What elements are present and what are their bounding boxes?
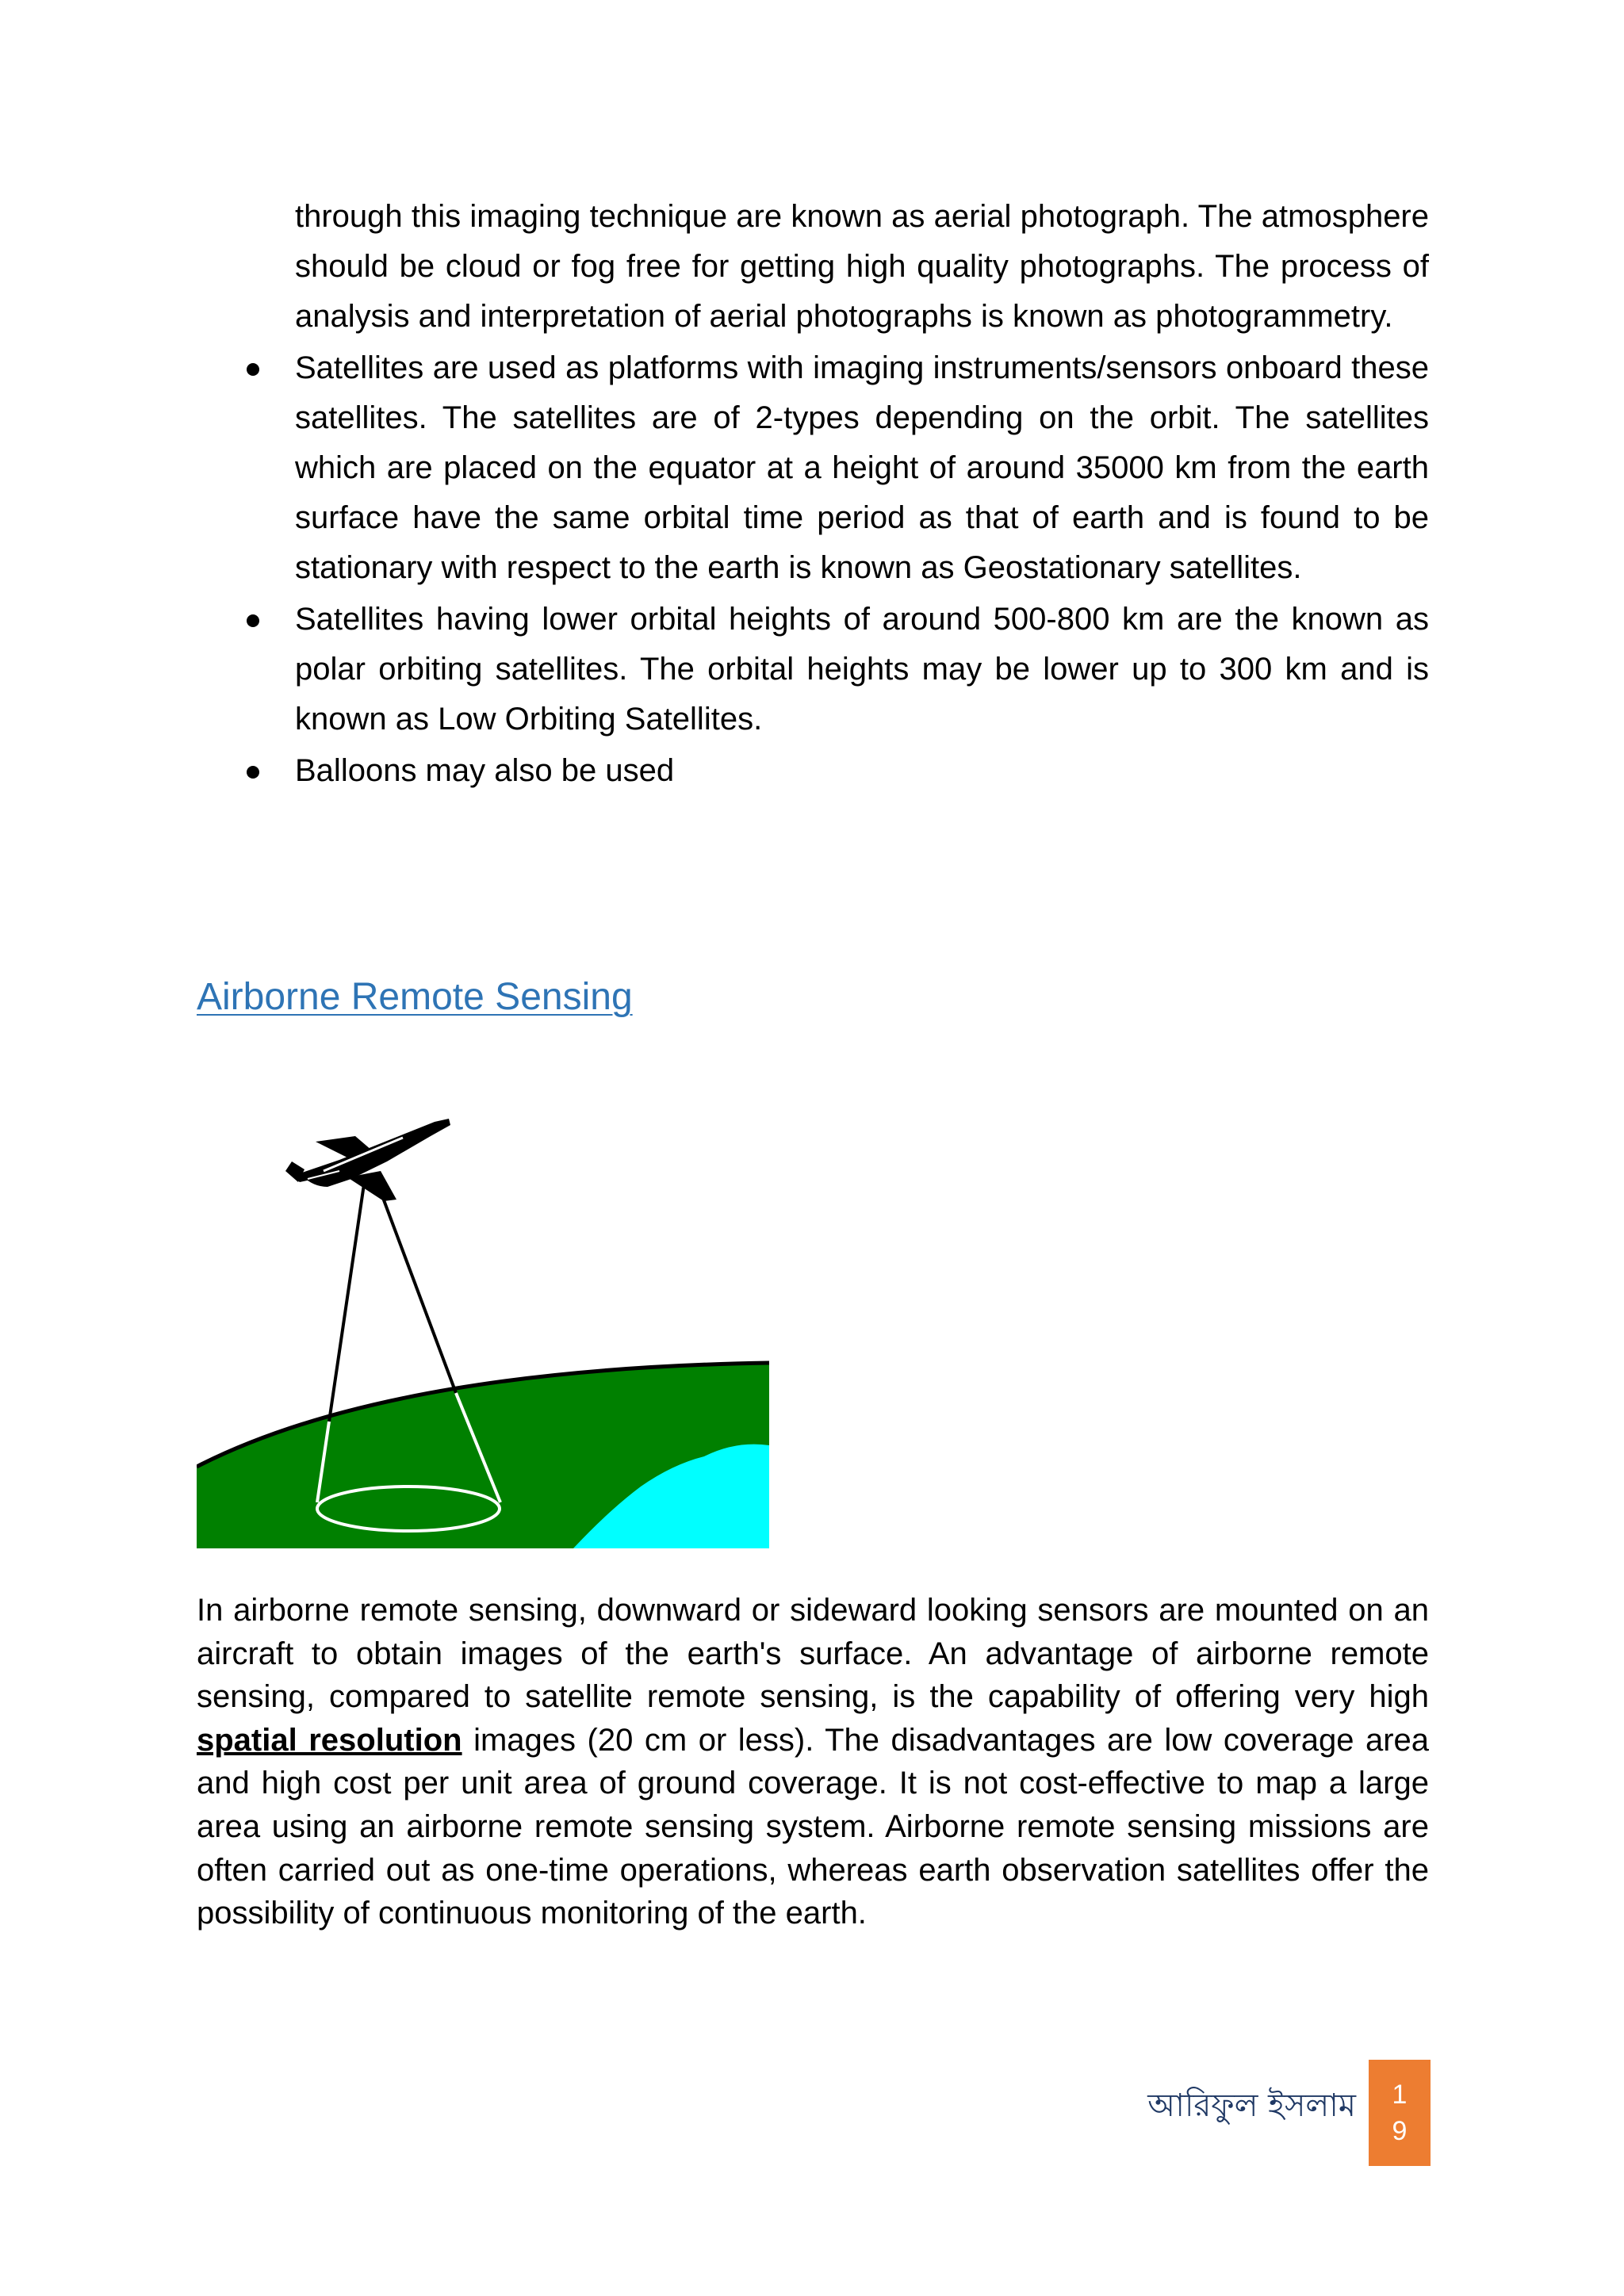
list-item: Satellites are used as platforms with imaging instruments/sensors onboard these satellites. The satellites are of 2-types depending on the orbit. The satellites which are placed on the equator at a height of around 35000 km from the earth surface have the same orbital time period as that of earth and is found to be stationary with respect to the earth is known as Geostationary satellites.: [295, 343, 1429, 593]
fov-line-left-upper: [329, 1179, 365, 1422]
section-heading: Airborne Remote Sensing: [197, 976, 633, 1018]
page-number-digit: 1: [1392, 2080, 1408, 2110]
paragraph-text-start: In airborne remote sensing, downward or sideward looking sensors are mounted on an aircraft to obtain images of the earth's surface. An advantage of airborne remote sensing, compared to satellite remote sensing, is the capability of offering very high: [197, 1593, 1429, 1715]
list-item: Balloons may also be used: [295, 746, 1429, 796]
page-number-digit: 9: [1392, 2116, 1408, 2146]
bullet-list: [295, 192, 1429, 796]
list-item-continuation: through this imaging technique are known as aerial photograph. The atmosphere should be cloud or fog free for getting high quality photographs. The process of analysis and interpretation of aerial photographs is known as photogrammetry.: [295, 199, 1429, 334]
footer-author: আরিফুল ইসলাম: [1147, 2087, 1356, 2124]
paragraph-text-end: images (20 cm or less). The disadvantages are low coverage area and high cost per unit area of ground coverage. It is not cost-effective to map a large area using an airborne remote sensing system. Airborne remote sensing missions are often carried out as one-time operations, whereas earth observation satellites offer the possibility of continuous monitoring of the earth.: [197, 1722, 1430, 1931]
body-paragraph: [197, 1589, 1429, 1935]
page-number-badge: [1369, 2060, 1431, 2166]
spatial-resolution-term: spatial resolution: [197, 1722, 462, 1758]
aircraft-icon: [285, 1119, 450, 1201]
fov-line-right-upper: [376, 1179, 456, 1393]
airborne-sensing-illustration: [197, 1114, 769, 1548]
list-item: Satellites having lower orbital heights of around 500-800 km are the known as polar orbiting satellites. The orbital heights may be lower up to 300 km and is known as Low Orbiting Satellites.: [295, 595, 1429, 744]
